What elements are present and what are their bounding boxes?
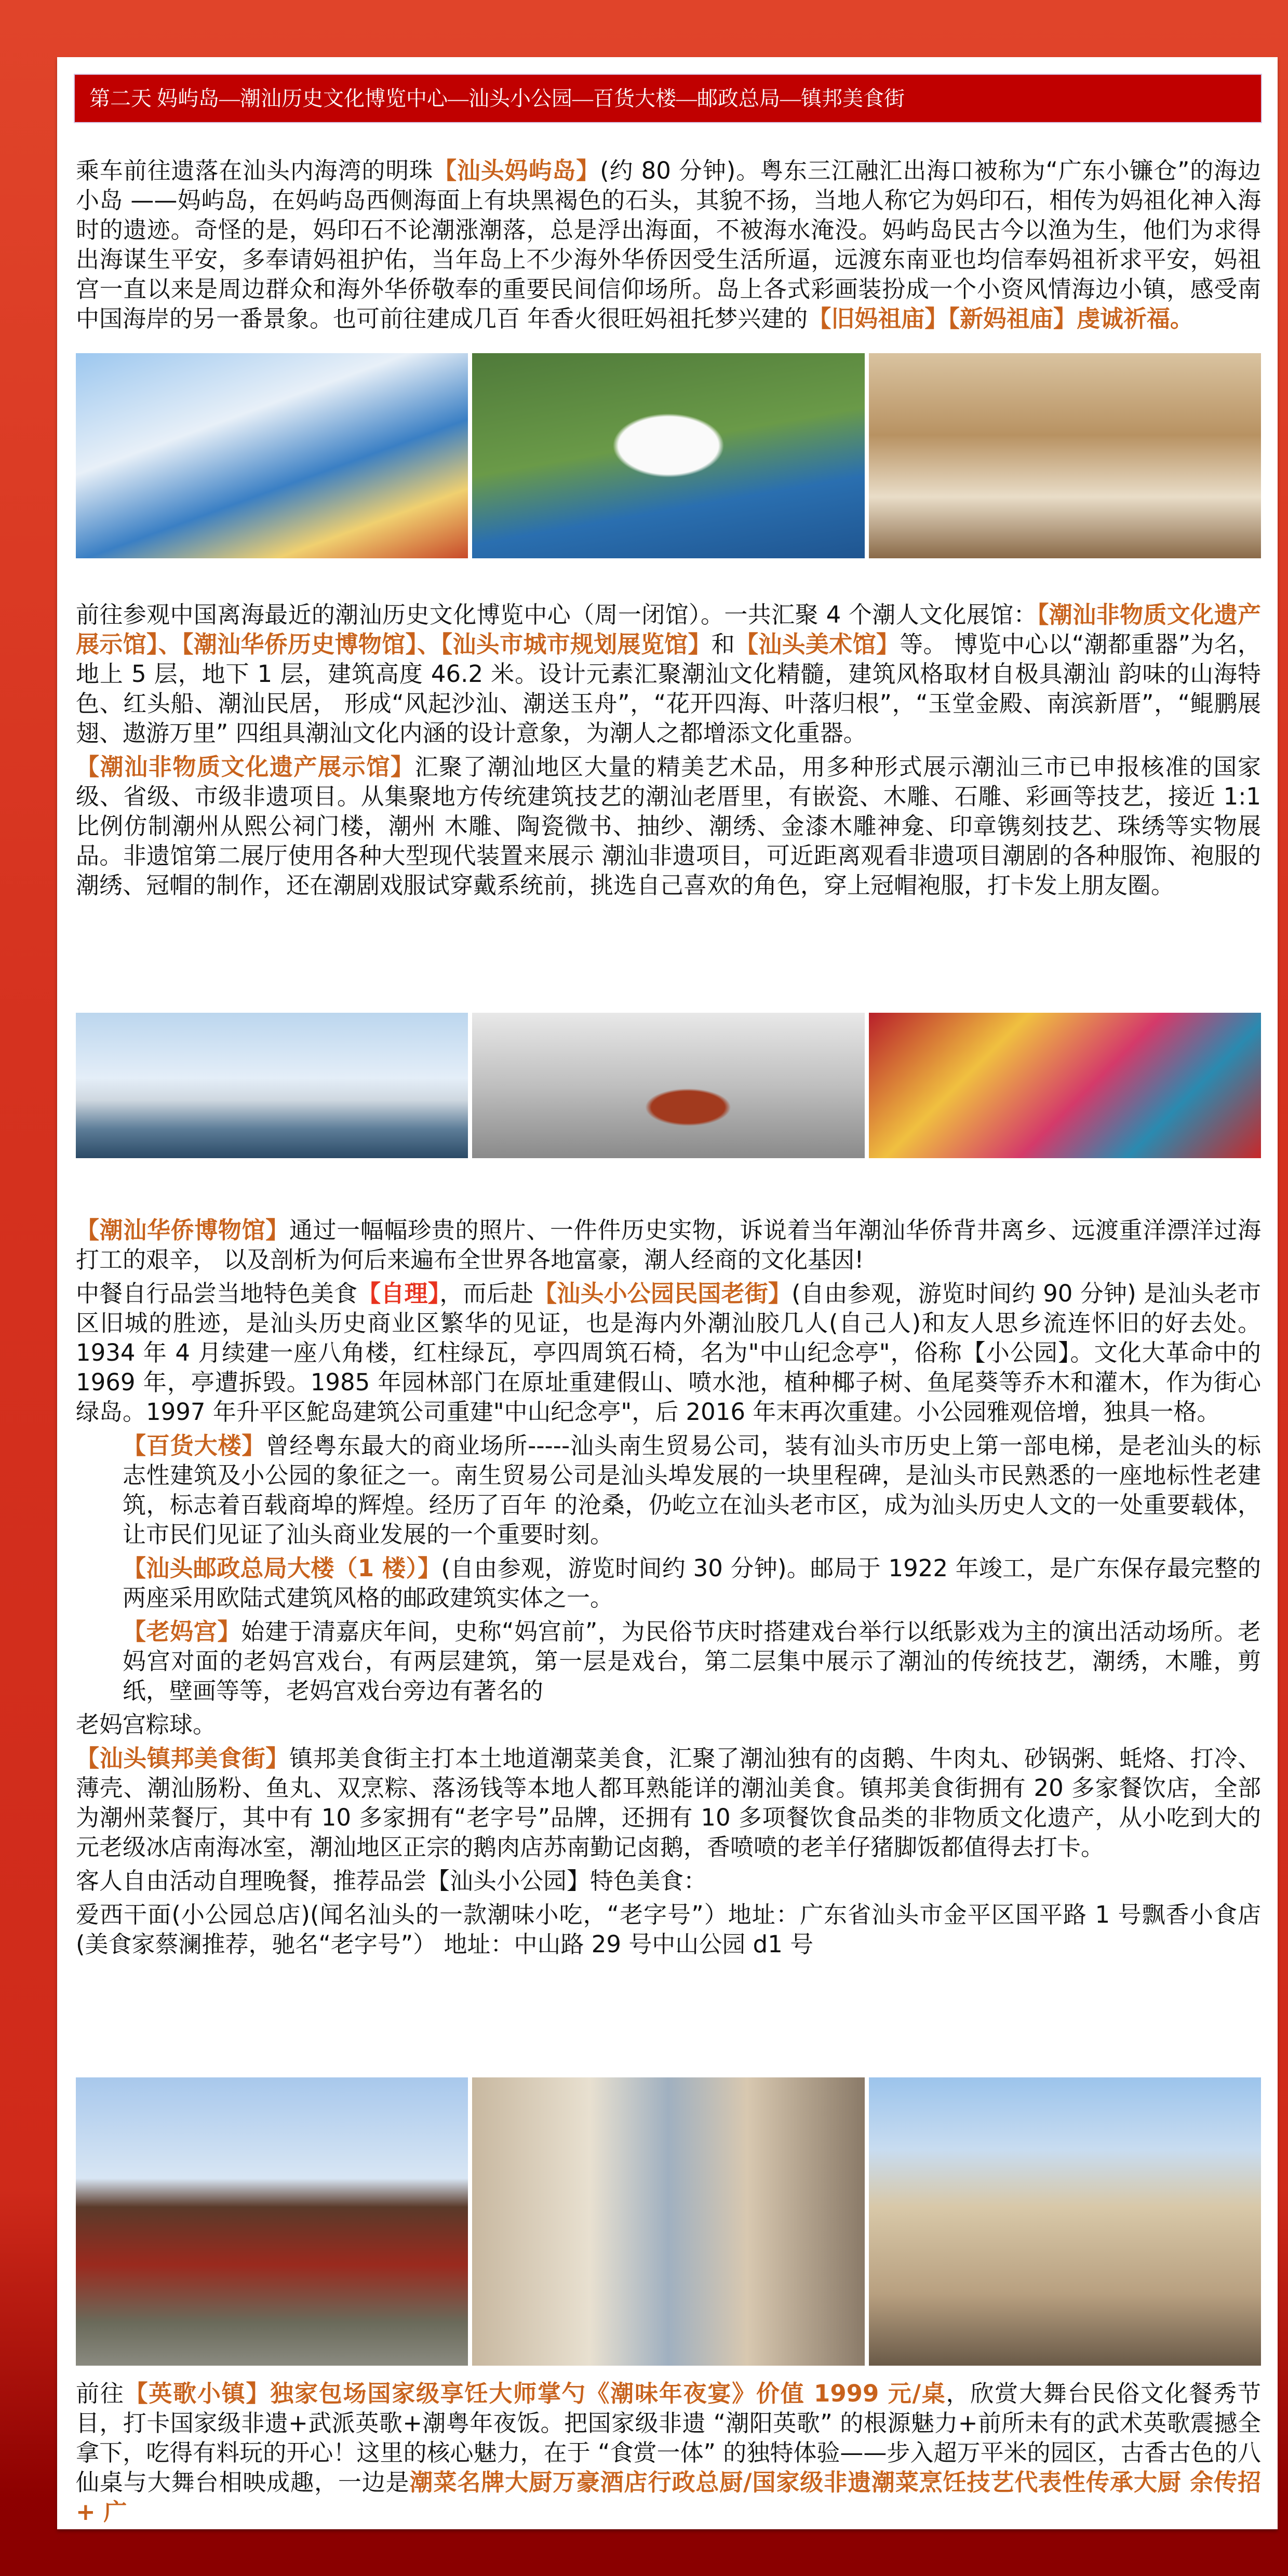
paragraph [76, 1866, 1261, 1896]
text: (自由参观，游览时间约 30 分钟)。邮局于 1922 年竣工，是广东保存最完整的两座采用欧陆式建筑风格的邮政建筑实体之一。 [123, 1554, 1261, 1612]
photo-mayu-mural [76, 353, 468, 558]
text: 汇聚了潮汕地区大量的精美艺术品，用多种形式展示潮汕三市已申报核准的国家级、省级、市级非遗项目。从集聚地方传统建筑技艺的潮汕老厝里，有嵌瓷、木雕、石雕、彩画等技艺，接近 1:1 比例仿制潮州从熙公祠门楼，潮州 木雕、陶瓷微书、抽纱、潮绣、金漆木雕神龛、印章镌刻技艺、珠绣等实物展品。非遗馆第二展厅使用各种大型现代装置来展示 潮汕非遗项目，可近距离观看非遗项目潮剧的各种服饰、袍服的潮绣、冠帽的制作，还在潮剧戏服试穿戴系统前，挑选自己喜欢的角色，穿上冠帽袍服，打卡发上朋友圈。 [76, 753, 1261, 899]
paragraph [76, 1215, 1261, 1274]
text: (约 80 分钟)。粤东三江融汇出海口被称为“广东小镰仓”的海边小岛 ——妈屿岛，在妈屿岛西侧海面上有块黑褐色的石头，其貌不扬，当地人称它为妈印石，相传为妈祖化神入海时的遗迹。奇怪的是，妈印石不论潮涨潮落，总是浮出海面，不被海水淹没。妈屿岛民古今以渔为生，他们为求得出海谋生平安，多奉请妈祖护佑，当年岛上不少海外华侨因受生活所逼，远渡东南亚也均信奉妈祖祈求平安，妈祖宫一直以来是周边群众和海外华侨敬奉的重要民间信仰场所。岛上各式彩画装扮成一个小资风情海边小镇，感受南中国海岸的另一番景象。也可前往建成几百 年香火很旺妈祖托梦兴建的 [76, 157, 1261, 332]
paragraph [76, 1900, 1261, 1959]
paragraph [76, 752, 1261, 900]
text: 爱西干面(小公园总店)(闻名汕头的一款潮味小吃，“老字号”）地址：广东省汕头市金平区国平路 1 号飘香小食店(美食家蔡澜推荐，驰名“老字号”） 地址：中山路 29 号中山公园 d1 号 [76, 1901, 1261, 1958]
photo-old-street [472, 2077, 864, 2366]
highlighted-text: 【汕头妈屿岛】 [433, 157, 600, 184]
paragraph [76, 1553, 1261, 1613]
paragraph [76, 1279, 1261, 1427]
section-history-museum [76, 600, 1261, 904]
highlighted-text: 【潮汕非物质文化遗产展示馆】、【潮汕华侨历史博物馆】、【汕头市城市规划展览馆】 [76, 601, 1261, 658]
text: 曾经粤东最大的商业场所-----汕头南生贸易公司，装有汕头市历史上第一部电梯，是老汕头的标志性建筑及小公园的象征之一。南生贸易公司是汕头埠发展的一块里程碑，是汕头市民熟悉的一座地标性老建筑，标志着百载商埠的辉煌。经历了百年 的沧桑，仍屹立在汕头老市区，成为汕头历史人文的一处重要载体，让市民们见证了汕头商业发展的一个重要时刻。 [123, 1432, 1261, 1548]
highlighted-text: 【汕头美术馆】 [735, 630, 900, 658]
highlighted-text: 【汕头邮政总局大楼（1 楼）】 [123, 1554, 441, 1582]
highlighted-text: 【潮汕非物质文化遗产展示馆】 [76, 753, 415, 781]
highlighted-text: 【老妈宫】 [123, 1618, 242, 1645]
photo-museum-exterior [76, 1013, 468, 1158]
highlighted-text: 潮菜名牌大厨万豪酒店行政总厨/国家级非遗潮菜烹饪技艺代表性传承大厨 余传招 + 广 [76, 2468, 1261, 2526]
text: 客人自由活动自理晚餐，推荐品尝【汕头小公园】特色美食： [76, 1867, 707, 1895]
highlighted-text: 【汕头小公园民国老街】 [533, 1280, 792, 1307]
text: 镇邦美食街主打本土地道潮菜美食，汇聚了潮汕独有的卤鹅、牛肉丸、砂锅粥、蚝烙、打冷、薄壳、潮汕肠粉、鱼丸、双烹粽、落汤钱等本地人都耳熟能详的潮汕美食。镇邦美食街拥有 20 多家餐饮店，全部为潮州菜餐厅，其中有 10 多家拥有“老字号”品牌，还拥有 10 多项餐饮食品类的非物质文化遗产，从小吃到大的元老级冰店南海冰室，潮汕地区正宗的鹅肉店苏南勤记卤鹅，香喷喷的老羊仔猪脚饭都值得去打卡。 [76, 1745, 1261, 1861]
text: 通过一幅幅珍贵的照片、一件件历史实物，诉说着当年潮汕华侨背井离乡、远渡重洋漂洋过海打工的艰辛， 以及剖析为何后来遍布全世界各地富豪，潮人经商的文化基因! [76, 1216, 1261, 1273]
text: 乘车前往遗落在汕头内海湾的明珠 [76, 157, 434, 184]
text: (自由参观，游览时间约 90 分钟) 是汕头老市区旧城的胜迹，是汕头历史商业区繁华的见证，也是海内外潮汕胶几人(自己人)和友人思乡流连怀旧的好去处。1934 年 4 月续建一座八角楼，红柱绿瓦，亭四周筑石椅，名为"中山纪念亭"，俗称【小公园】。文化大革命中的 1969 年，亭遭拆毁。1985 年园林部门在原址重建假山、喷水池，植种椰子树、鱼尾葵等乔木和灌木，作为街心绿岛。1997 年升平区鮀岛建筑公司重建"中山纪念亭"，后 2016 年末再次重建。小公园雅观倍增，独具一格。 [76, 1280, 1261, 1426]
photo-zhongshan-pavilion [76, 2077, 468, 2366]
text: ，而后赴 [439, 1280, 534, 1307]
paragraph [76, 1617, 1261, 1706]
section-old-town [76, 1215, 1261, 1963]
text: 老妈宫粽球。 [76, 1711, 217, 1738]
highlighted-text: 【英歌小镇】独家包场国家级享饪大师掌勺《潮味年夜宴》价值 1999 元/桌 [124, 2380, 946, 2407]
image-row-2 [76, 1013, 1261, 1158]
day-title-banner: 第二天 妈屿岛—潮汕历史文化博览中心—汕头小公园—百货大楼—邮政总局—镇邦美食街 [74, 74, 1262, 123]
highlighted-text: 【百货大楼】 [123, 1432, 266, 1459]
section-yingge-town [76, 2379, 1261, 2531]
text: 和 [711, 630, 735, 658]
text: 始建于清嘉庆年间，史称“妈宫前”，为民俗节庆时搭建戏台举行以纸影戏为主的演出活动场所。老妈宫对面的老妈宫戏台，有两层建筑，第一层是戏台，第二层集中展示了潮汕的传统技艺，潮绣，木雕，剪纸，壁画等等，老妈宫戏台旁边有著名的 [123, 1618, 1261, 1705]
paragraph [76, 2379, 1261, 2527]
text: 前往 [76, 2380, 125, 2407]
text: 中餐自行品尝当地特色美食 [76, 1280, 358, 1307]
highlighted-text: 【汕头镇邦美食街】 [76, 1745, 289, 1772]
highlighted-text: 【潮汕华侨博物馆】 [76, 1216, 289, 1244]
text: ，欣赏大舞台民俗文化餐秀节目，打卡国家级非遗+武派英歌+潮粤年夜饭。把国家级非遗 “潮阳英歌” 的根源魅力+前所未有的武术英歌震撼全拿下，吃得有料玩的开心！这里的核心魅力，在于 “食赏一体” 的独特体验——步入超万平米的园区，古香古色的八仙桌与大舞台相映成趣，一边是 [76, 2380, 1261, 2496]
photo-museum-cafe [869, 353, 1261, 558]
paragraph [76, 1710, 1261, 1739]
text: 等。 博览中心以“潮都重器”为名，地上 5 层，地下 1 层，建筑高度 46.2 米。设计元素汇聚潮汕文化精髓，建筑风格取材自极具潮汕 韵味的山海特色、红头船、潮汕民居， 形成“风起沙汕、潮送玉舟”，“花开四海、叶落归根”，“玉堂金殿、南滨新厝”，“鲲鹏展翅、遨游万里” 四组具潮汕文化内涵的设计意象，为潮人之都增添文化重器。 [76, 630, 1261, 747]
image-row-1 [76, 353, 1261, 558]
paragraph [76, 600, 1261, 748]
highlighted-text: 【旧妈祖庙】【新妈祖庙】虔诚祈福。 [808, 305, 1193, 332]
photo-museum-atrium [472, 1013, 864, 1158]
itinerary-card [57, 57, 1278, 2529]
highlighted-text: 【自理】 [357, 1280, 440, 1307]
section-mayu-island [76, 156, 1261, 338]
text: 前往参观中国离海最近的潮汕历史文化博览中心（周一闭馆）。一共汇聚 4 个潮人文化展馆： [76, 601, 1037, 628]
photo-post-office [869, 2077, 1261, 2366]
paragraph [76, 1743, 1261, 1862]
paragraph [76, 156, 1261, 333]
paragraph [76, 1431, 1261, 1549]
image-row-3 [76, 2077, 1261, 2366]
photo-mayu-aerial [472, 353, 864, 558]
photo-heritage-exhibit [869, 1013, 1261, 1158]
